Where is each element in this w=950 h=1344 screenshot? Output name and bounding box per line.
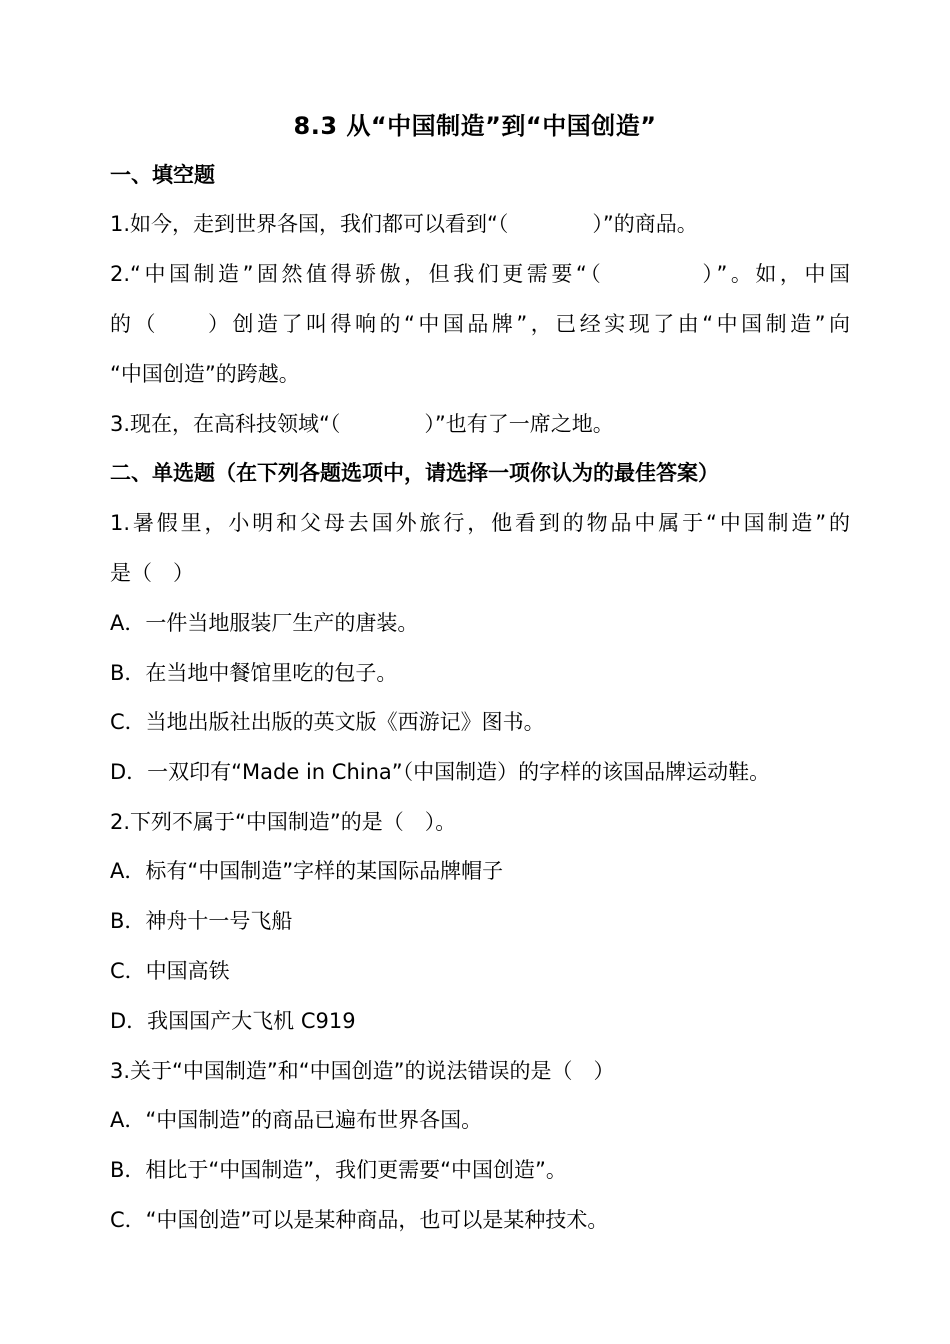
choice-question-1-option-d: D．一双印有“Made in China”（中国制造）的字样的该国品牌运动鞋。 xyxy=(110,760,771,784)
section-heading-fill-blank: 一、填空题 xyxy=(110,163,215,187)
choice-question-3: 3.关于“中国制造”和“中国创造”的说法错误的是（ ） xyxy=(110,1059,615,1083)
choice-question-1-line-1: 1.暑假里，小明和父母去国外旅行，他看到的物品中属于“中国制造”的 xyxy=(110,511,850,535)
choice-question-2: 2.下列不属于“中国制造”的是（ ）。 xyxy=(110,810,457,834)
fill-blank-question-1: 1.如今，走到世界各国，我们都可以看到“（ ）”的商品。 xyxy=(110,212,698,236)
choice-question-3-option-b: B．相比于“中国制造”，我们更需要“中国创造”。 xyxy=(110,1158,567,1182)
fill-blank-question-2-line-3: “中国创造”的跨越。 xyxy=(110,362,300,386)
choice-question-1-option-c: C．当地出版社出版的英文版《西游记》图书。 xyxy=(110,710,545,734)
choice-question-3-option-a: A．“中国制造”的商品已遍布世界各国。 xyxy=(110,1108,483,1132)
choice-question-2-option-b: B．神舟十一号飞船 xyxy=(110,909,293,933)
fill-blank-question-3: 3.现在，在高科技领域“（ ）”也有了一席之地。 xyxy=(110,412,614,436)
page-title: 8.3 从“中国制造”到“中国创造” xyxy=(293,112,657,140)
choice-question-2-option-a: A．标有“中国制造”字样的某国际品牌帽子 xyxy=(110,859,504,883)
fill-blank-question-2-line-2: 的（ ）创造了叫得响的“中国品牌”，已经实现了由“中国制造”向 xyxy=(110,312,850,336)
choice-question-1-option-b: B．在当地中餐馆里吃的包子。 xyxy=(110,661,398,685)
choice-question-1-line-2: 是（ ） xyxy=(110,561,194,585)
section-heading-single-choice: 二、单选题（在下列各题选项中，请选择一项你认为的最佳答案） xyxy=(110,461,719,485)
fill-blank-question-2-line-1: 2.“中国制造”固然值得骄傲，但我们更需要“（ ）”。如，中国 xyxy=(110,262,850,286)
choice-question-1-option-a: A．一件当地服装厂生产的唐装。 xyxy=(110,611,419,635)
choice-question-2-option-c: C．中国高铁 xyxy=(110,959,230,983)
choice-question-2-option-d: D．我国国产大飞机 C919 xyxy=(110,1009,356,1033)
choice-question-3-option-c: C．“中国创造”可以是某种商品，也可以是某种技术。 xyxy=(110,1208,609,1232)
